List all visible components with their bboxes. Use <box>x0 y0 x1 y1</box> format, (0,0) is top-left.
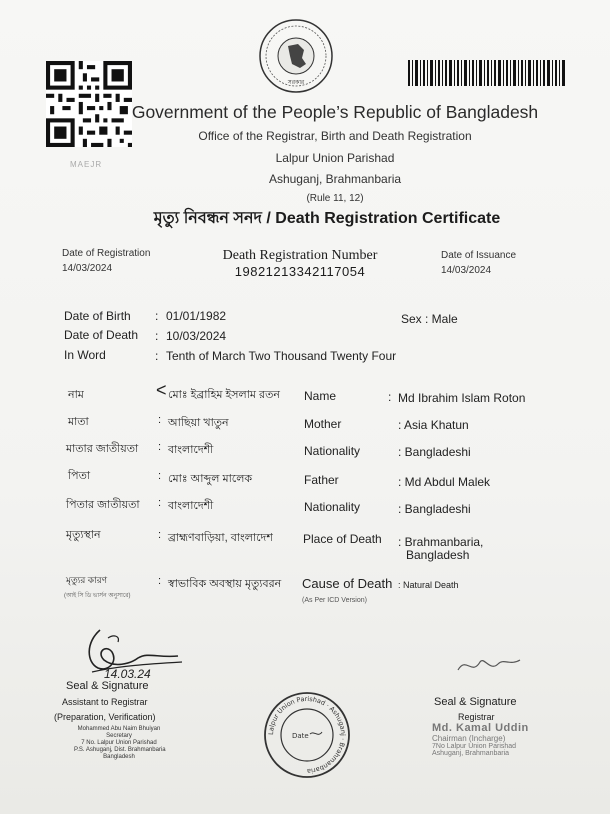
place-of-death-en-text: Brahmanbaria, <box>404 535 484 549</box>
mother-nationality-en-text: Bangladeshi <box>404 445 471 459</box>
right-stamp-line: Chairman (Incharge) <box>432 734 506 743</box>
in-word-colon: : <box>155 349 159 363</box>
signature-date: 14.03.24 <box>104 667 151 681</box>
registration-number-value: 19821213342117054 <box>234 264 366 279</box>
father-nationality-en-text: Bangladeshi <box>404 502 471 516</box>
place-of-death-en-label: Place of Death <box>303 532 382 546</box>
name-en-value: Md Ibrahim Islam Roton <box>398 391 526 405</box>
place-of-death-bn-label: মৃত্যুস্থান <box>66 529 101 541</box>
mother-bn-colon: : <box>158 414 162 426</box>
barcode <box>408 60 566 86</box>
registrar-signature-icon <box>454 652 524 680</box>
government-heading: Government of the People’s Republic of Bangladesh <box>131 102 539 122</box>
right-stamp <box>432 722 562 757</box>
mother-nationality-bn-colon: : <box>158 441 162 453</box>
sex-value: Sex : Male <box>401 312 458 326</box>
father-nationality-bn-colon: : <box>158 497 162 509</box>
svg-text:Date: Date <box>292 732 309 740</box>
government-seal-icon <box>258 18 334 94</box>
registration-number-label: Death Registration Number <box>222 248 378 263</box>
place-of-death-bn-value: ব্রাহ্মণবাড়িয়া, বাংলাদেশ <box>168 532 273 544</box>
union-parishad-seal-icon <box>262 690 352 780</box>
father-en-text: Md Abdul Malek <box>404 475 491 489</box>
mother-nationality-en-value: : Bangladeshi <box>398 445 471 459</box>
title-bangla: মৃত্যু নিবন্ধন সনদ / <box>153 210 271 227</box>
name-bn-value: মোঃ ইব্রাহিম ইসলাম রতন <box>168 389 280 401</box>
mother-en-value: : Asia Khatun <box>398 418 469 432</box>
right-role: Registrar <box>458 712 495 722</box>
svg-text:সরকার: সরকার <box>287 79 305 86</box>
name-en-colon: : <box>388 390 392 404</box>
name-bn-label: নাম <box>68 389 84 401</box>
dob-label: Date of Birth <box>64 309 131 323</box>
in-word-label: In Word <box>64 348 106 362</box>
right-seal-label: Seal & Signature <box>434 696 517 708</box>
mother-bn-value: আছিয়া খাতুন <box>168 417 229 429</box>
dob-colon: : <box>155 309 159 323</box>
father-bn-colon: : <box>158 470 162 482</box>
dod-colon: : <box>155 329 159 343</box>
rule-reference: (Rule 11, 12) <box>306 193 364 204</box>
mother-bn-label: মাতা <box>68 416 89 428</box>
right-stamp-name: Md. Kamal Uddin <box>432 722 529 734</box>
cause-bn-value: স্বাভাবিক অবস্থায় মৃত্যুবরন <box>168 578 282 590</box>
father-nationality-bn-value: বাংলাদেশী <box>168 500 214 512</box>
mother-nationality-en-label: Nationality <box>304 444 361 458</box>
office-heading: Office of the Registrar, Birth and Death Registration <box>198 129 472 143</box>
name-en-label: Name <box>304 389 337 403</box>
place-of-death-en-value: : Brahmanbaria, <box>398 535 484 549</box>
date-of-issuance-label: Date of Issuance <box>441 250 517 261</box>
left-role: Assistant to Registrar <box>62 697 148 707</box>
date-of-registration-label: Date of Registration <box>62 248 151 259</box>
father-nationality-en-label: Nationality <box>304 500 361 514</box>
certificate-title <box>0 205 610 232</box>
left-stamp-line: Secretary <box>106 733 132 739</box>
left-stamp-line: Mohammed Abu Naim Bhuiyan <box>77 726 161 732</box>
location-heading: Ashuganj, Brahmanbaria <box>268 172 402 186</box>
left-stamp-line: 7 No. Lalpur Union Parishad <box>81 740 157 746</box>
mother-nationality-bn-value: বাংলাদেশী <box>168 444 214 456</box>
title-english: Death Registration Certificate <box>275 210 501 227</box>
father-en-value: : Md Abdul Malek <box>398 475 491 489</box>
svg-text:Lalpur Union Parishad · Ashuga: Lalpur Union Parishad · Ashuganj · Brahmanbaria <box>266 694 348 776</box>
place-of-death-bn-colon: : <box>158 529 162 541</box>
date-of-registration-value: 14/03/2024 <box>62 263 113 274</box>
father-nationality-bn-label: পিতার জাতীয়তা <box>66 499 140 511</box>
left-stamp-line: Bangladesh <box>103 754 135 760</box>
father-en-label: Father <box>304 473 339 487</box>
left-stamp <box>74 726 164 761</box>
mother-en-label: Mother <box>304 417 342 431</box>
cause-en-label: Cause of Death <box>302 576 393 591</box>
date-of-issuance-value: 14/03/2024 <box>441 265 492 276</box>
left-role-2: (Preparation, Verification) <box>54 712 156 722</box>
union-heading: Lalpur Union Parishad <box>275 151 395 165</box>
father-nationality-en-value: : Bangladeshi <box>398 502 471 516</box>
cause-en-note: (As Per ICD Version) <box>302 597 367 604</box>
mother-en-text: Asia Khatun <box>404 418 469 432</box>
father-bn-label: পিতা <box>68 470 91 482</box>
dod-label: Date of Death <box>64 328 139 342</box>
dob-value: 01/01/1982 <box>166 309 227 323</box>
father-bn-value: মোঃ আব্দুল মালেক <box>168 473 253 485</box>
name-bn-bracket: < <box>156 380 167 400</box>
right-stamp-line: Ashuganj, Brahmanbaria <box>432 750 510 757</box>
left-stamp-line: P.S. Ashuganj, Dist. Brahmanbaria <box>74 747 166 753</box>
right-stamp-line: 7No Lalpur Union Parishad <box>432 743 517 750</box>
qr-caption: MAEJR <box>70 160 103 169</box>
dod-value: 10/03/2024 <box>166 329 227 343</box>
place-of-death-en-value-line2: Bangladesh <box>406 548 470 562</box>
cause-bn-label: মৃত্যুর কারণ <box>66 575 108 585</box>
cause-en-text: Natural Death <box>403 580 459 590</box>
cause-bn-colon: : <box>158 575 162 587</box>
mother-nationality-bn-label: মাতার জাতীয়তা <box>66 443 139 455</box>
left-seal-label: Seal & Signature <box>66 680 149 692</box>
cause-en-value: : Natural Death <box>398 580 459 590</box>
in-word-value: Tenth of March Two Thousand Twenty Four <box>166 349 397 363</box>
cause-bn-note: (আই সি ডি ভার্সন অনুসারে) <box>64 593 131 599</box>
